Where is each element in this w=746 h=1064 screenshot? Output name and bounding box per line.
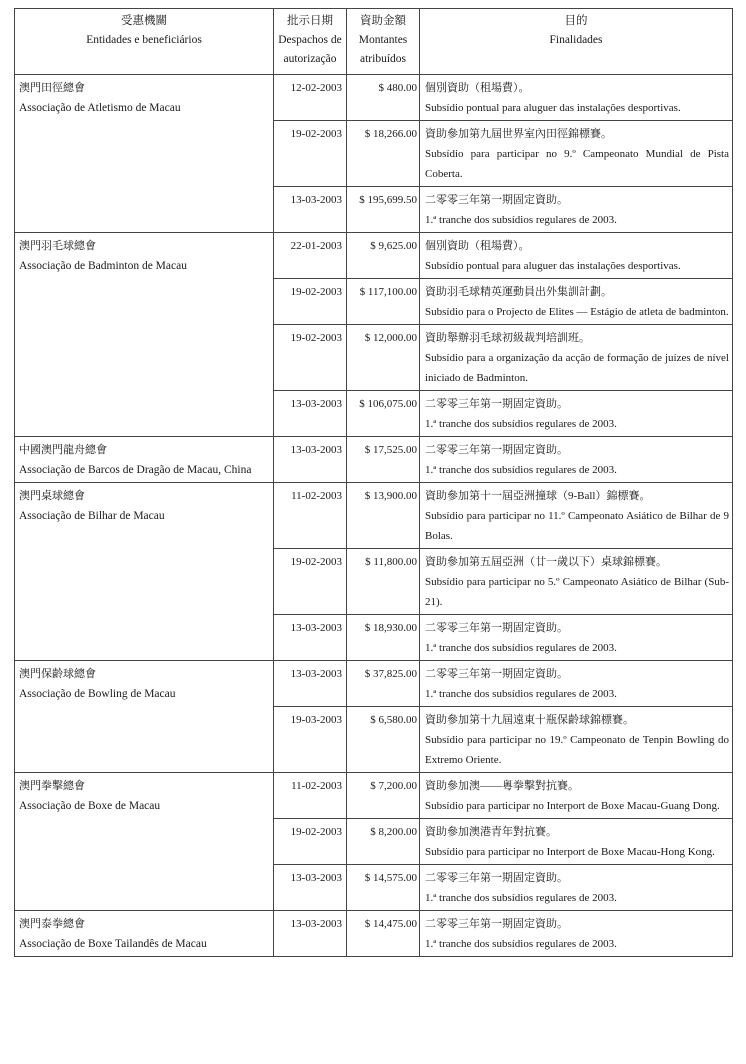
header-amount — [347, 9, 420, 75]
header-amount-pt2: atribuídos — [360, 53, 406, 65]
entity-name-pt: Associação de Bilhar de Macau — [19, 510, 165, 522]
subsidy-amount: $ 14,475.00 — [347, 911, 420, 957]
purpose-pt: Subsídio pontual para aluguer das instalações desportivas. — [425, 102, 681, 114]
purpose-cell — [420, 187, 733, 233]
purpose-cell — [420, 865, 733, 911]
entity-cell — [15, 911, 274, 957]
purpose-zh: 二零零三年第一期固定資助。 — [425, 398, 568, 410]
entity-name-zh: 澳門桌球總會 — [19, 490, 85, 502]
header-amount-pt1: Montantes — [358, 34, 408, 46]
header-entity-zh: 受惠機關 — [121, 15, 167, 27]
purpose-zh: 二零零三年第一期固定資助。 — [425, 918, 568, 930]
header-entity — [15, 9, 274, 75]
subsidy-amount: $ 13,900.00 — [347, 483, 420, 549]
header-date — [274, 9, 347, 75]
authorization-date: 13-03-2003 — [274, 437, 347, 483]
purpose-cell — [420, 819, 733, 865]
entity-name-pt: Associação de Atletismo de Macau — [19, 102, 181, 114]
purpose-cell — [420, 549, 733, 615]
purpose-pt: Subsídio pontual para aluguer das instalações desportivas. — [425, 260, 681, 272]
purpose-zh: 二零零三年第一期固定資助。 — [425, 444, 568, 456]
purpose-cell — [420, 279, 733, 325]
purpose-pt: Subsídio para a organização da acção de formação de juízes de nível iniciado de Badminton. — [425, 352, 729, 384]
purpose-zh: 資助參加第十九屆遠東十瓶保齡球錦標賽。 — [425, 714, 634, 726]
entity-cell — [15, 233, 274, 437]
authorization-date: 13-03-2003 — [274, 865, 347, 911]
header-purpose-pt: Finalidades — [549, 34, 603, 46]
header-purpose — [420, 9, 733, 75]
purpose-cell — [420, 391, 733, 437]
table-row — [15, 773, 733, 819]
purpose-zh: 資助參加第十一屆亞洲撞球（9-Ball）錦標賽。 — [425, 490, 651, 502]
authorization-date: 13-03-2003 — [274, 391, 347, 437]
subsidy-amount: $ 18,930.00 — [347, 615, 420, 661]
entity-name-zh: 澳門保齡球總會 — [19, 668, 96, 680]
purpose-cell — [420, 615, 733, 661]
purpose-pt: 1.ª tranche dos subsídios regulares de 2003. — [425, 464, 617, 476]
subsidy-amount: $ 7,200.00 — [347, 773, 420, 819]
header-amount-zh: 資助金額 — [360, 15, 406, 27]
header-date-pt2: autorização — [283, 53, 337, 65]
subsidy-table — [14, 8, 733, 957]
purpose-cell — [420, 437, 733, 483]
entity-name-zh: 澳門田徑總會 — [19, 82, 85, 94]
entity-cell — [15, 75, 274, 233]
entity-cell — [15, 661, 274, 773]
purpose-cell — [420, 75, 733, 121]
subsidy-amount: $ 11,800.00 — [347, 549, 420, 615]
purpose-zh: 資助參加澳港青年對抗賽。 — [425, 826, 557, 838]
entity-name-zh: 澳門拳擊總會 — [19, 780, 85, 792]
entity-name-zh: 澳門泰拳總會 — [19, 918, 85, 930]
table-row — [15, 75, 733, 121]
authorization-date: 13-03-2003 — [274, 661, 347, 707]
purpose-pt: Subsídio para participar no 11.º Campeonato Asiático de Bilhar de 9 Bolas. — [425, 510, 729, 542]
entity-cell — [15, 773, 274, 911]
entity-name-pt: Associação de Barcos de Dragão de Macau, China — [19, 464, 252, 476]
purpose-pt: Subsídio para participar no Interport de Boxe Macau-Hong Kong. — [425, 846, 715, 858]
subsidy-amount: $ 195,699.50 — [347, 187, 420, 233]
purpose-pt: 1.ª tranche dos subsídios regulares de 2003. — [425, 418, 617, 430]
header-entity-pt: Entidades e beneficiários — [86, 34, 202, 46]
authorization-date: 13-03-2003 — [274, 187, 347, 233]
purpose-zh: 二零零三年第一期固定資助。 — [425, 872, 568, 884]
subsidy-amount: $ 9,625.00 — [347, 233, 420, 279]
table-row — [15, 661, 733, 707]
purpose-zh: 資助參加第九屆世界室內田徑錦標賽。 — [425, 128, 612, 140]
purpose-cell — [420, 325, 733, 391]
purpose-cell — [420, 707, 733, 773]
subsidy-amount: $ 37,825.00 — [347, 661, 420, 707]
purpose-zh: 二零零三年第一期固定資助。 — [425, 622, 568, 634]
subsidy-amount: $ 12,000.00 — [347, 325, 420, 391]
header-purpose-zh: 目的 — [564, 15, 588, 27]
table-header — [15, 9, 733, 75]
purpose-pt: Subsídio para participar no 5.º Campeonato Asiático de Bilhar (Sub-21). — [425, 576, 729, 608]
authorization-date: 19-02-2003 — [274, 549, 347, 615]
authorization-date: 19-02-2003 — [274, 121, 347, 187]
authorization-date: 11-02-2003 — [274, 483, 347, 549]
subsidy-amount: $ 480.00 — [347, 75, 420, 121]
purpose-zh: 資助羽毛球精英運動員出外集訓計劃。 — [425, 286, 612, 298]
entity-name-pt: Associação de Boxe Tailandês de Macau — [19, 938, 207, 950]
entity-name-pt: Associação de Boxe de Macau — [19, 800, 161, 812]
entity-name-pt: Associação de Badminton de Macau — [19, 260, 187, 272]
purpose-pt: 1.ª tranche dos subsídios regulares de 2003. — [425, 642, 617, 654]
authorization-date: 19-03-2003 — [274, 707, 347, 773]
purpose-zh: 個別資助（租場費）。 — [425, 240, 530, 252]
table-row — [15, 437, 733, 483]
header-date-pt1: Despachos de — [278, 34, 342, 46]
header-date-zh: 批示日期 — [287, 15, 333, 27]
authorization-date: 19-02-2003 — [274, 819, 347, 865]
purpose-pt: Subsídio para participar no 19.º Campeonato de Tenpin Bowling do Extremo Oriente. — [425, 734, 729, 766]
subsidy-amount: $ 117,100.00 — [347, 279, 420, 325]
purpose-cell — [420, 911, 733, 957]
table-body — [15, 75, 733, 957]
entity-cell — [15, 437, 274, 483]
purpose-zh: 資助參加第五屆亞洲（廿一歲以下）桌球錦標賽。 — [425, 556, 667, 568]
entity-name-pt: Associação de Bowling de Macau — [19, 688, 176, 700]
purpose-zh: 二零零三年第一期固定資助。 — [425, 668, 568, 680]
purpose-cell — [420, 233, 733, 279]
purpose-zh: 資助舉辦羽毛球初級裁判培訓班。 — [425, 332, 590, 344]
purpose-pt: 1.ª tranche dos subsídios regulares de 2003. — [425, 688, 617, 700]
purpose-pt: Subsídio para participar no Interport de Boxe Macau-Guang Dong. — [425, 800, 720, 812]
authorization-date: 19-02-2003 — [274, 325, 347, 391]
purpose-cell — [420, 121, 733, 187]
purpose-cell — [420, 773, 733, 819]
purpose-pt: 1.ª tranche dos subsídios regulares de 2003. — [425, 892, 617, 904]
authorization-date: 13-03-2003 — [274, 911, 347, 957]
authorization-date: 13-03-2003 — [274, 615, 347, 661]
purpose-zh: 資助參加澳——粵拳擊對抗賽。 — [425, 780, 579, 792]
purpose-pt: Subsídio para o Projecto de Elites — Estágio de atleta de badminton. — [425, 306, 729, 318]
authorization-date: 19-02-2003 — [274, 279, 347, 325]
purpose-cell — [420, 483, 733, 549]
entity-name-zh: 澳門羽毛球總會 — [19, 240, 96, 252]
purpose-pt: 1.ª tranche dos subsídios regulares de 2003. — [425, 214, 617, 226]
purpose-zh: 二零零三年第一期固定資助。 — [425, 194, 568, 206]
subsidy-amount: $ 106,075.00 — [347, 391, 420, 437]
subsidy-amount: $ 18,266.00 — [347, 121, 420, 187]
table-row — [15, 233, 733, 279]
entity-name-zh: 中國澳門龍舟總會 — [19, 444, 107, 456]
table-row — [15, 911, 733, 957]
purpose-zh: 個別資助（租場費）。 — [425, 82, 530, 94]
entity-cell — [15, 483, 274, 661]
authorization-date: 11-02-2003 — [274, 773, 347, 819]
subsidy-amount: $ 14,575.00 — [347, 865, 420, 911]
subsidy-amount: $ 17,525.00 — [347, 437, 420, 483]
subsidy-document — [14, 8, 732, 957]
purpose-pt: Subsídio para participar no 9.º Campeonato Mundial de Pista Coberta. — [425, 148, 729, 180]
subsidy-amount: $ 8,200.00 — [347, 819, 420, 865]
authorization-date: 22-01-2003 — [274, 233, 347, 279]
purpose-pt: 1.ª tranche dos subsídios regulares de 2003. — [425, 938, 617, 950]
table-row — [15, 483, 733, 549]
purpose-cell — [420, 661, 733, 707]
subsidy-amount: $ 6,580.00 — [347, 707, 420, 773]
authorization-date: 12-02-2003 — [274, 75, 347, 121]
